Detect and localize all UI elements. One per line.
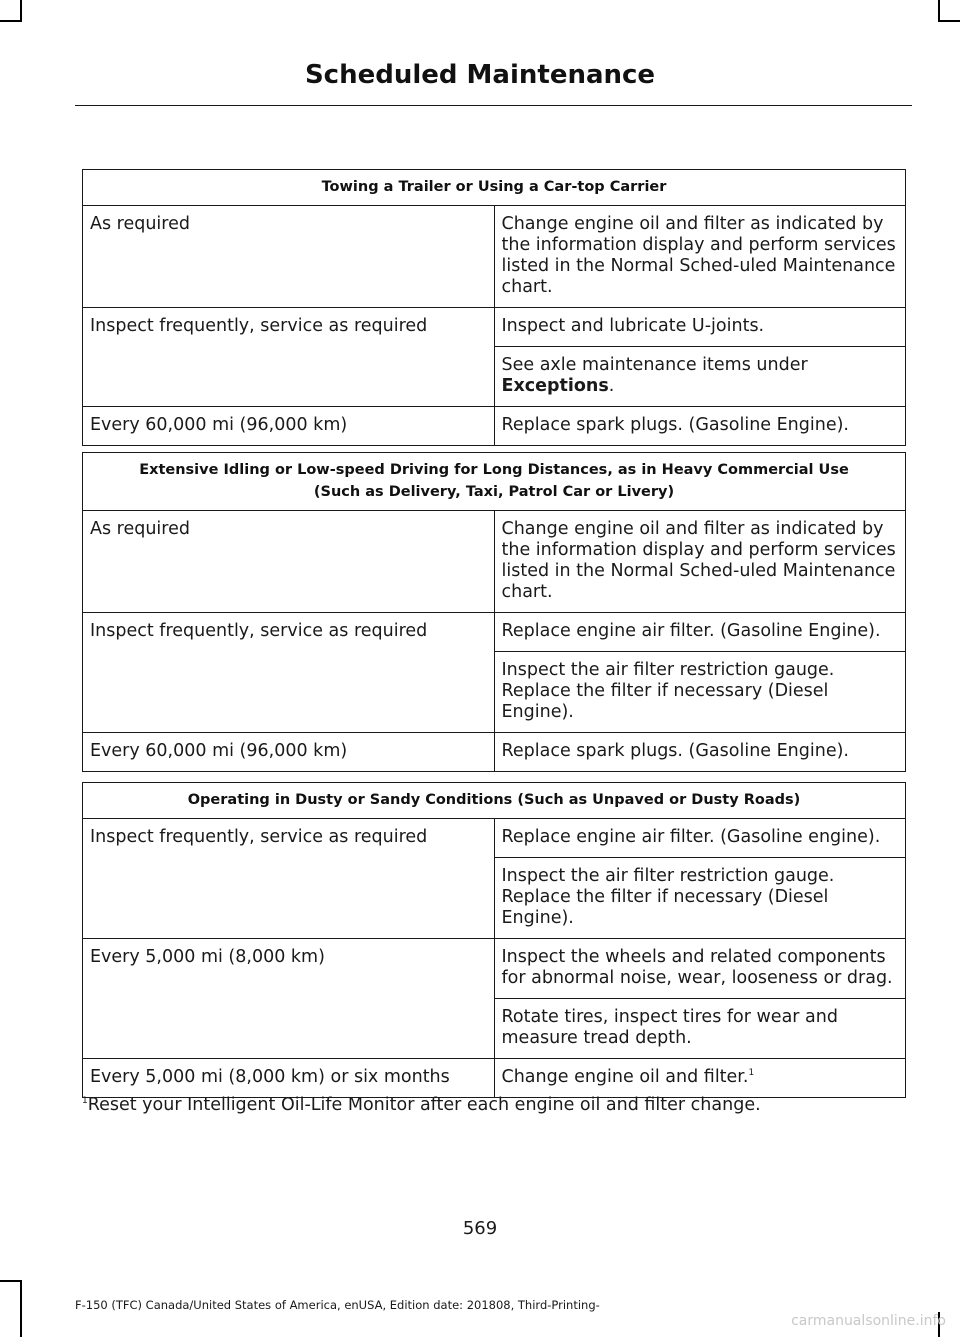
table-row: [83, 613, 906, 652]
watermark: carmanualsonline.info: [791, 1313, 946, 1329]
service-cell: Inspect the wheels and related components for abnormal noise, wear, looseness or drag.: [494, 939, 906, 999]
service-cell: Inspect and lubricate U-joints.: [494, 308, 906, 347]
footnote-text: Reset your Intelligent Oil-Life Monitor after each engine oil and filter change.: [87, 1095, 761, 1115]
table-row: [83, 1059, 906, 1098]
page-number: 569: [462, 1218, 498, 1239]
interval-cell: Inspect frequently, service as required: [83, 308, 495, 407]
service-cell: Replace engine air filter. (Gasoline engine).: [494, 819, 906, 858]
service-cell: [494, 1059, 906, 1098]
table-header-row: [83, 170, 906, 206]
table-row: [83, 939, 906, 999]
service-cell: Inspect the air filter restriction gauge. Replace the filter if necessary (Diesel Engine).: [494, 858, 906, 939]
axle-note-end: .: [608, 376, 615, 396]
table-row: [83, 407, 906, 446]
interval-cell: Every 60,000 mi (96,000 km): [83, 733, 495, 772]
crop-mark-bottom-left: [20, 1280, 22, 1337]
table-header-row: [83, 453, 906, 511]
table-title-line-1: Extensive Idling or Low-speed Driving for Long Distances, as in Heavy Commercial Use: [139, 462, 849, 478]
header-divider: [75, 105, 912, 106]
crop-mark-top-left-h: [0, 20, 22, 22]
maintenance-table-dusty: [82, 782, 906, 1098]
table-title: Towing a Trailer or Using a Car-top Carrier: [83, 170, 906, 206]
table-title: [83, 453, 906, 511]
service-cell: Change engine oil and filter as indicated by the information display and perform services listed in the Normal Sched-uled Maintenance chart.: [494, 206, 906, 308]
exceptions-reference: Exceptions: [501, 376, 609, 396]
crop-mark-bottom-left-h: [0, 1280, 22, 1282]
service-cell: Change engine oil and filter as indicated by the information display and perform services listed in the Normal Sched-uled Maintenance chart.: [494, 511, 906, 613]
interval-cell: As required: [83, 511, 495, 613]
page-title: Scheduled Maintenance: [304, 60, 656, 90]
table-row: [83, 733, 906, 772]
crop-mark-top-right: [938, 0, 940, 22]
table-row: [83, 206, 906, 308]
interval-cell: Every 60,000 mi (96,000 km): [83, 407, 495, 446]
table-title-line-2: (Such as Delivery, Taxi, Patrol Car or Livery): [313, 484, 675, 500]
maintenance-table-towing: [82, 169, 906, 446]
crop-mark-top-left: [20, 0, 22, 22]
interval-cell: As required: [83, 206, 495, 308]
table-row: [83, 308, 906, 347]
interval-cell: Every 5,000 mi (8,000 km): [83, 939, 495, 1059]
table-header-row: [83, 783, 906, 819]
service-cell: Replace spark plugs. (Gasoline Engine).: [494, 407, 906, 446]
footnote-marker: 1: [748, 1068, 755, 1079]
footnote: [82, 1095, 761, 1115]
service-cell: Replace spark plugs. (Gasoline Engine).: [494, 733, 906, 772]
oil-change-text: Change engine oil and filter.: [501, 1067, 749, 1087]
interval-cell: Inspect frequently, service as required: [83, 819, 495, 939]
interval-cell: Every 5,000 mi (8,000 km) or six months: [83, 1059, 495, 1098]
footnote-number: 1: [82, 1096, 88, 1107]
interval-cell: Inspect frequently, service as required: [83, 613, 495, 733]
service-cell: Rotate tires, inspect tires for wear and measure tread depth.: [494, 999, 906, 1059]
maintenance-table-idling: [82, 452, 906, 772]
service-cell: Inspect the air filter restriction gauge. Replace the filter if necessary (Diesel Engine).: [494, 652, 906, 733]
table-title: Operating in Dusty or Sandy Conditions (Such as Unpaved or Dusty Roads): [83, 783, 906, 819]
edition-footer: F-150 (TFC) Canada/United States of America, enUSA, Edition date: 201808, Third-Printing-: [75, 1298, 600, 1312]
table-row: [83, 819, 906, 858]
table-row: [83, 511, 906, 613]
service-cell: [494, 347, 906, 407]
axle-note-text: See axle maintenance items under: [501, 355, 808, 375]
service-cell: Replace engine air filter. (Gasoline Engine).: [494, 613, 906, 652]
crop-mark-top-right-h: [938, 20, 960, 22]
